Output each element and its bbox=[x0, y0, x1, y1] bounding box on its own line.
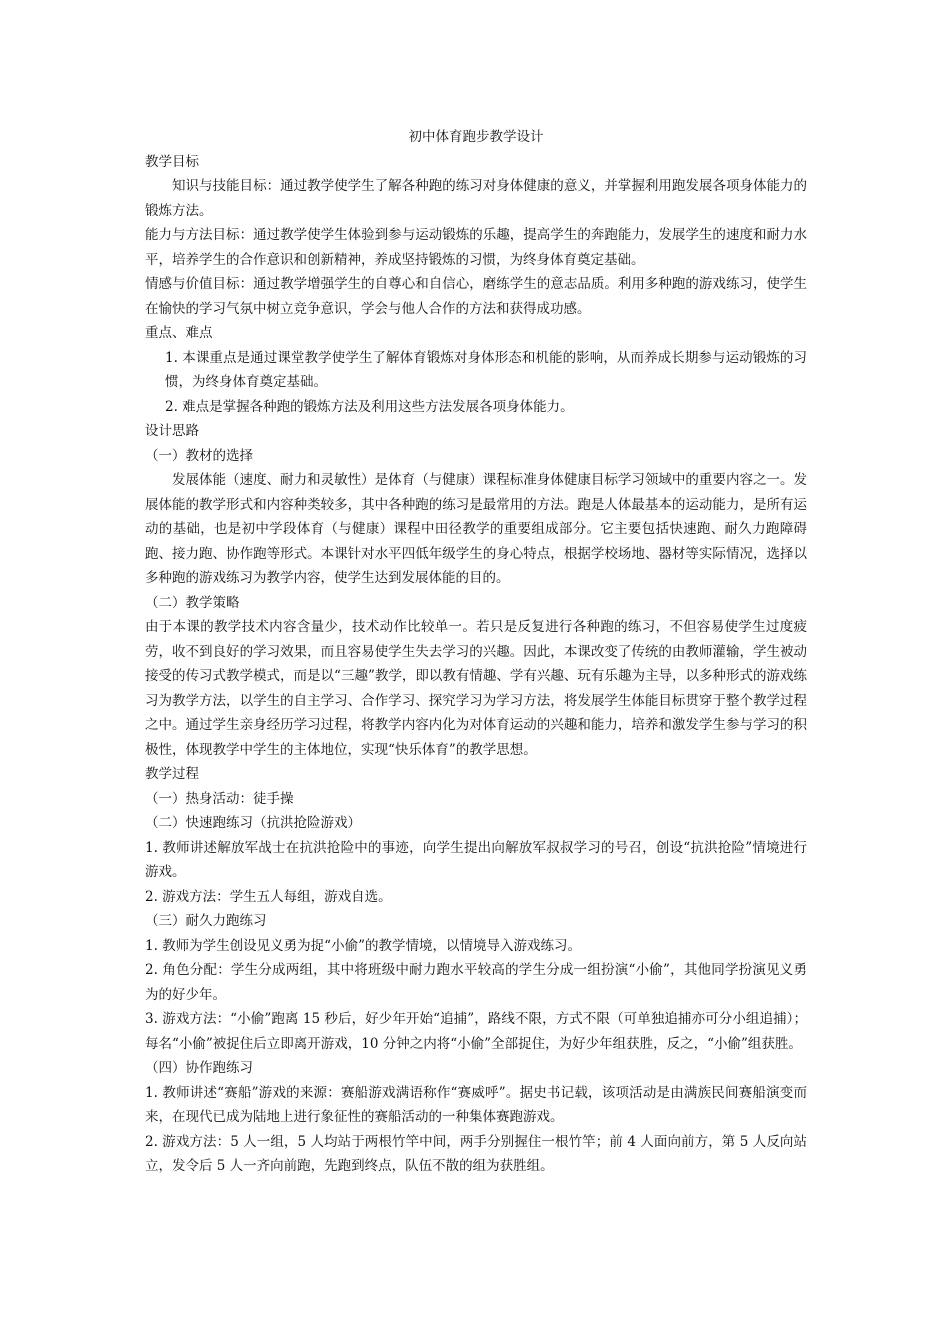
document-title: 初中体育跑步教学设计 bbox=[408, 129, 544, 145]
section-heading: （四）协作跑练习 bbox=[145, 1060, 253, 1076]
section-heading: 教学目标 bbox=[145, 153, 199, 170]
section-heading: 设计思路 bbox=[145, 423, 199, 439]
paragraph: 1. 教师为学生创设见义勇为捉“小偷”的教学情境，以情境导入游戏练习。 bbox=[145, 937, 581, 954]
section-heading: （二）快速跑练习（抗洪抢险游戏） bbox=[145, 815, 361, 831]
paragraph: 2. 游戏方法：学生五人每组，游戏自选。 bbox=[145, 888, 392, 905]
paragraph: 知识与技能目标：通过教学使学生了解各种跑的练习对身体健康的意义，并掌握利用跑发展各项身体能力的锻炼方法。 bbox=[145, 178, 807, 219]
section-heading: 重点、难点 bbox=[145, 325, 213, 341]
paragraph: 2. 角色分配：学生分成两组，其中将班级中耐力跑水平较高的学生分成一组扮演“小偷”，其他同学扮演见义勇为的好少年。 bbox=[145, 962, 807, 1003]
section-heading: （三）耐久力跑练习 bbox=[145, 913, 267, 929]
paragraph: 2. 游戏方法：5 人一组，5 人均站于两根竹竿中间，两手分别握住一根竹竿；前 4 人面向前方，第 5 人反向站立，发令后 5 人一齐向前跑，先跑到终点，队伍不散的组为获胜组。 bbox=[145, 1133, 807, 1174]
paragraph: 由于本课的教学技术内容含量少，技术动作比较单一。若只是反复进行各种跑的练习，不但容易使学生过度疲劳，收不到良好的学习效果，而且容易使学生失去学习的兴趣。因此，本课改变了传统的由教师灌输，学生被动接受的传习式教学模式，而是以“三趣”教学，即以教有情趣、学有兴趣、玩有乐趣为主导，以多种形式的游戏练习为教学方法，以学生的自主学习、合作学习、探究学习为学习方法，将发展学生体能目标贯穿于整个教学过程之中。通过学生亲身经历学习过程，将教学内容内化为对体育运动的兴趣和能力，培养和激发学生参与学习的积极性，体现教学中学生的主体地位，实现“快乐体育”的教学思想。 bbox=[145, 619, 807, 758]
section-heading: （一）热身活动：徒手操 bbox=[145, 790, 294, 807]
paragraph: 情感与价值目标：通过教学增强学生的自尊心和自信心，磨练学生的意志品质。利用多种跑的游戏练习，使学生在愉快的学习气氛中树立竞争意识，学会与他人合作的方法和获得成功感。 bbox=[145, 276, 807, 317]
paragraph: 1. 教师讲述“赛船”游戏的来源：赛船游戏满语称作“赛威呼”。据史书记载，该项活动是由满族民间赛船演变而来，在现代已成为陆地上进行象征性的赛船活动的一种集体赛跑游戏。 bbox=[145, 1084, 807, 1125]
document-body bbox=[145, 125, 807, 1179]
paragraph: 发展体能（速度、耐力和灵敏性）是体育（与健康）课程标准身体健康目标学习领域中的重要内容之一。发展体能的教学形式和内容种类较多，其中各种跑的练习是最常用的方法。跑是人体最基本的运动能力，是所有运动的基础，也是初中学段体育（与健康）课程中田径教学的重要组成部分。它主要包括快速跑、耐久力跑障碍跑、接力跑、协作跑等形式。本课针对水平四低年级学生的身心特点，根据学校场地、器材等实际情况，选择以多种跑的游戏练习为教学内容，使学生达到发展体能的目的。 bbox=[145, 472, 807, 586]
paragraph: 1. 本课重点是通过课堂教学使学生了解体育锻炼对身体形态和机能的影响，从而养成长期参与运动锻炼的习惯，为终身体育奠定基础。 bbox=[165, 349, 807, 390]
paragraph: 能力与方法目标：通过教学使学生体验到参与运动锻炼的乐趣，提高学生的奔跑能力，发展学生的速度和耐力水平，培养学生的合作意识和创新精神，养成坚持锻炼的习惯，为终身体育奠定基础。 bbox=[145, 227, 807, 268]
paragraph: 1. 教师讲述解放军战士在抗洪抢险中的事迹，向学生提出向解放军叔叔学习的号召，创设“抗洪抢险”情境进行游戏。 bbox=[145, 839, 807, 880]
section-heading: （二）教学策略 bbox=[145, 594, 240, 611]
paragraph: 2. 难点是掌握各种跑的锻炼方法及利用这些方法发展各项身体能力。 bbox=[165, 398, 574, 415]
section-heading: （一）教材的选择 bbox=[145, 447, 253, 464]
paragraph-list bbox=[145, 150, 807, 1179]
paragraph: 3. 游戏方法：“小偷”跑离 15 秒后，好少年开始“追捕”，路线不限，方式不限（可单独追捕亦可分小组追捕）；每名“小偷”被捉住后立即离开游戏，10 分钟之内将“小偷”全部捉住，为好少年组获胜，反之，“小偷”组获胜。 bbox=[145, 1011, 807, 1052]
section-heading: 教学过程 bbox=[145, 766, 199, 782]
